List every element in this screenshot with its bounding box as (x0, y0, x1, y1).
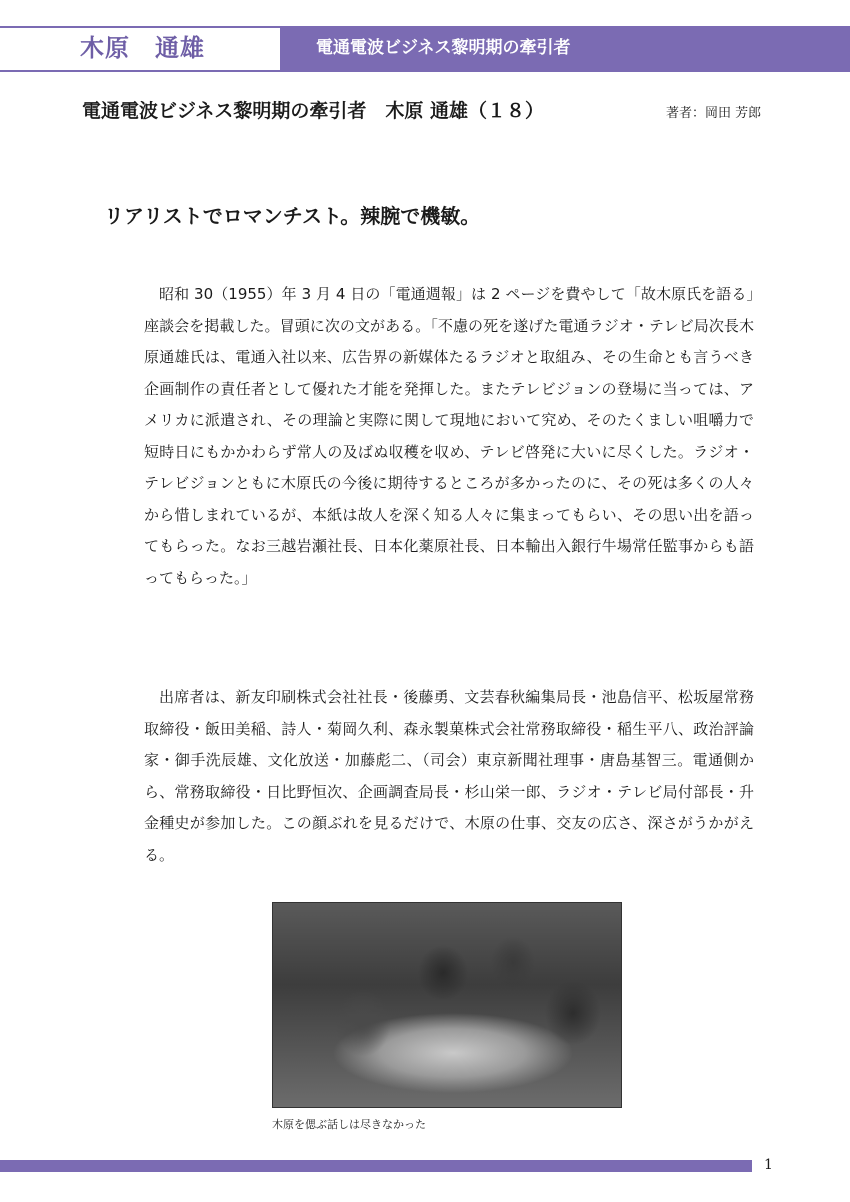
section-heading: リアリストでロマンチスト。辣腕で機敏。 (104, 204, 481, 228)
group-photo (272, 902, 622, 1108)
author-credit: 著者：岡田 芳郎 (666, 106, 762, 121)
body-paragraph-2: 出席者は、新友印刷株式会社社長・後藤勇、文芸春秋編集局長・池島信平、松坂屋常務取締役・飯田美稲、詩人・菊岡久利、森永製菓株式会社常務取締役・稲生平八、政治評論家・御手洗辰雄、文化放送・加藤彪二、（司会）東京新聞社理事・唐島基智三。電通側から、常務取締役・日比野恒次、企画調査局長・杉山栄一郎、ラジオ・テレビ局付部長・升金種史が参加した。この顔ぶれを見るだけで、木原の仕事、交友の広さ、深さがうかがえる。 (144, 688, 754, 864)
body-paragraph-1: 昭和 30（1955）年 3 月 4 日の「電通週報」は 2 ページを費やして「故木原氏を語る」座談会を掲載した。冒頭に次の文がある。「不慮の死を遂げた電通ラジオ・テレビ局次長木原通雄氏は、電通入社以来、広告界の新媒体たるラジオと取組み、その生命とも言うべき企画制作の責任者として優れた才能を発揮した。またテレビジョンの登場に当っては、アメリカに派遣され、その理論と実際に関して現地において究め、そのたくましい咀嚼力で短時日にもかかわらず常人の及ばぬ収穫を収め、テレビ啓発に大いに尽くした。ラジオ・テレビジョンともに木原氏の今後に期待するところが多かったのに、その死は多くの人々から惜しまれているが、本紙は故人を深く知る人々に集まってもらい、その思い出を語ってもらった。なお三越岩瀬社長、日本化薬原社長、日本輸出入銀行牛場常任監事からも語ってもらった。」 (144, 285, 754, 587)
header-rule (0, 70, 850, 72)
header-person-name: 木原 通雄 (0, 26, 282, 70)
header-series-title: 電通電波ビジネス黎明期の牽引者 (282, 26, 850, 70)
footer-bar (0, 1160, 752, 1172)
photo-caption: 木原を偲ぶ話しは尽きなかった (272, 1118, 426, 1131)
page-title: 電通電波ビジネス黎明期の牽引者 木原 通雄（１８） (82, 100, 545, 122)
page-number: 1 (764, 1157, 773, 1173)
